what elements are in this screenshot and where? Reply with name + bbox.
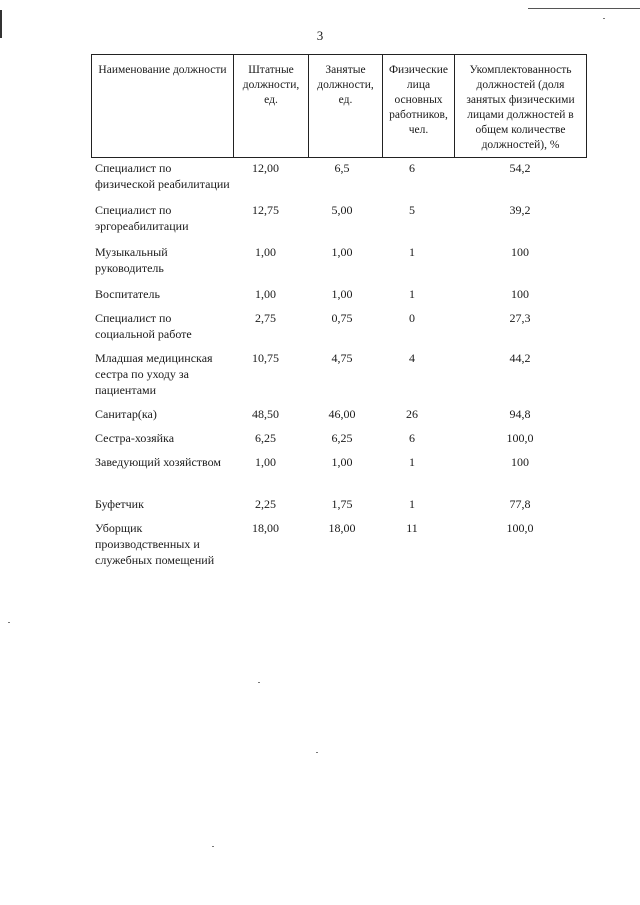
cell-name: Специалист по физической реабилитации — [95, 161, 230, 191]
cell-ukomplektovannost: 27,3 — [509, 311, 531, 325]
cell-zanyatye: 6,5 — [334, 161, 350, 175]
table-body — [91, 160, 586, 576]
table-row — [91, 430, 586, 454]
table-row — [91, 160, 586, 202]
table-row — [91, 496, 586, 520]
cell-name: Специалист по эргореабилитации — [95, 203, 189, 233]
header-shtat: Штатные должности, ед. — [234, 55, 309, 158]
header-name: Наименование должности — [92, 55, 234, 158]
cell-zanyatye: 18,00 — [328, 521, 356, 535]
cell-fizicheskie: 4 — [409, 351, 415, 365]
scan-speck — [603, 18, 605, 19]
page-number: 3 — [316, 28, 324, 43]
cell-shtat: 12,75 — [252, 203, 279, 217]
header-zanyatye: Занятые должности, ед. — [309, 55, 383, 158]
scan-edge-top — [528, 8, 640, 9]
cell-zanyatye: 4,75 — [331, 351, 353, 365]
cell-fizicheskie: 6 — [409, 161, 415, 175]
cell-ukomplektovannost: 100 — [511, 455, 529, 469]
table-row — [91, 286, 586, 310]
cell-ukomplektovannost: 44,2 — [509, 351, 531, 365]
header-fizicheskie: Физические лица основных работников, чел. — [383, 55, 455, 158]
cell-name: Воспитатель — [95, 287, 160, 301]
cell-zanyatye: 1,75 — [331, 497, 353, 511]
cell-shtat: 1,00 — [255, 455, 276, 469]
cell-shtat: 10,75 — [252, 351, 279, 365]
cell-fizicheskie: 1 — [409, 245, 415, 259]
cell-ukomplektovannost: 54,2 — [509, 161, 531, 175]
scan-speck — [258, 682, 260, 683]
cell-zanyatye: 1,00 — [331, 287, 353, 301]
cell-ukomplektovannost: 77,8 — [509, 497, 531, 511]
cell-fizicheskie: 1 — [409, 455, 415, 469]
cell-zanyatye: 1,00 — [331, 245, 353, 259]
header-ukomplektovannost: Укомплектованность должностей (доля занятых физическими лицами должностей в общем количестве должностей), % — [455, 55, 587, 158]
table-row — [91, 454, 586, 496]
cell-fizicheskie: 6 — [409, 431, 415, 445]
table-header — [91, 54, 587, 158]
cell-name: Уборщик производственных и служебных помещений — [95, 521, 215, 567]
cell-name: Младшая медицинская сестра по уходу за пациентами — [95, 351, 213, 397]
cell-ukomplektovannost: 94,8 — [509, 407, 531, 421]
cell-fizicheskie: 11 — [406, 521, 418, 535]
cell-fizicheskie: 5 — [409, 203, 415, 217]
cell-shtat: 2,75 — [255, 311, 276, 325]
cell-name: Сестра-хозяйка — [95, 431, 175, 445]
cell-zanyatye: 0,75 — [331, 311, 353, 325]
cell-name: Специалист по социальной работе — [95, 311, 192, 341]
scan-speck — [212, 846, 214, 847]
cell-name: Музыкальный руководитель — [95, 245, 168, 275]
table-row — [91, 350, 586, 406]
cell-zanyatye: 46,00 — [328, 407, 356, 421]
cell-zanyatye: 1,00 — [331, 455, 353, 469]
cell-shtat: 2,25 — [255, 497, 276, 511]
cell-shtat: 6,25 — [255, 431, 276, 445]
cell-name: Санитар(ка) — [95, 407, 157, 421]
cell-shtat: 48,50 — [252, 407, 279, 421]
cell-name: Буфетчик — [95, 497, 144, 511]
table-row — [91, 202, 586, 244]
cell-fizicheskie: 26 — [406, 407, 418, 421]
cell-ukomplektovannost: 100 — [511, 245, 529, 259]
scan-speck — [316, 752, 318, 753]
cell-zanyatye: 6,25 — [331, 431, 353, 445]
cell-name: Заведующий хозяйством — [95, 455, 221, 469]
cell-fizicheskie: 1 — [409, 497, 415, 511]
cell-shtat: 18,00 — [252, 521, 279, 535]
cell-ukomplektovannost: 39,2 — [509, 203, 531, 217]
cell-shtat: 1,00 — [255, 245, 276, 259]
table-row — [91, 244, 586, 286]
cell-fizicheskie: 0 — [409, 311, 415, 325]
table-row — [91, 520, 586, 576]
cell-ukomplektovannost: 100,0 — [506, 521, 534, 535]
scan-speck — [8, 622, 10, 623]
cell-ukomplektovannost: 100 — [511, 287, 529, 301]
cell-shtat: 12,00 — [252, 161, 279, 175]
cell-zanyatye: 5,00 — [331, 203, 353, 217]
table-row — [91, 406, 586, 430]
cell-fizicheskie: 1 — [409, 287, 415, 301]
table-row — [91, 310, 586, 350]
cell-ukomplektovannost: 100,0 — [506, 431, 534, 445]
cell-shtat: 1,00 — [255, 287, 276, 301]
